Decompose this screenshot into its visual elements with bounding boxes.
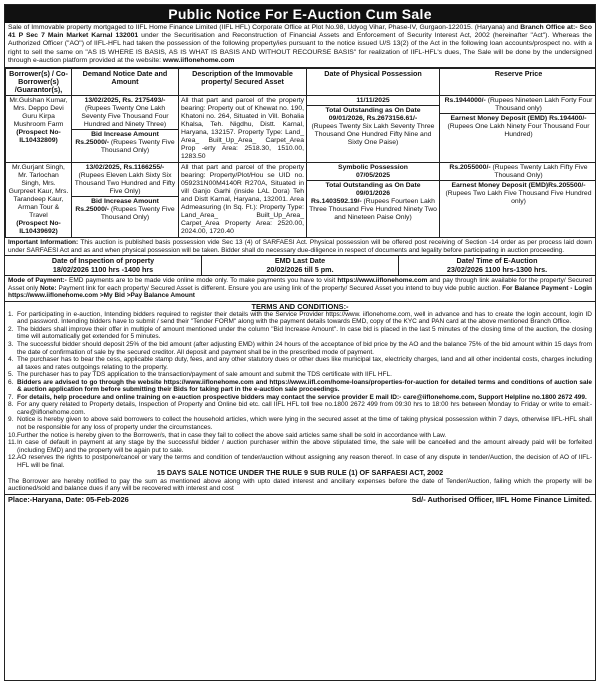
demand-words: (Rupees Eleven Lakh Sixty Six Thousand Two Hundred and Fifty Five Only) bbox=[74, 172, 176, 196]
bid-increase-title: Bid Increase Amount bbox=[72, 129, 178, 139]
important-label: Important Information: bbox=[8, 239, 79, 247]
mode-text-1: EMD payments are to be made vide online mode only. To make payments you have to visit bbox=[66, 277, 338, 285]
signatory: Sd/- Authorised Officer, IIFL Home Finance Limited. bbox=[411, 494, 592, 504]
inspection-label: Date of Inspection of property bbox=[51, 256, 155, 266]
reserve-amount: Rs.1944000/- bbox=[444, 97, 486, 105]
term-number: 8. bbox=[8, 401, 14, 409]
bid-increase-title: Bid Increase Amount bbox=[72, 196, 178, 206]
term-item bbox=[8, 379, 592, 394]
borrower-cell bbox=[6, 163, 72, 238]
emd-last-date-label: EMD Last Date bbox=[274, 256, 326, 266]
emd-last-date-box bbox=[201, 256, 398, 275]
bid-increase-words: (Rupees Twenty Five Thousand Only) bbox=[100, 206, 175, 222]
term-number: 9. bbox=[8, 416, 14, 424]
mode-text-3: Payment link for each property/ Secured Asset is different. Ensure you are using link of the property/ Secured Asset you intend to buy vide public auction. bbox=[56, 284, 503, 292]
terms-list bbox=[5, 311, 595, 469]
term-text: AO reserves the rights to postpone/cancel or vary the terms and condition of tender/auction without assigning any reason thereof. In case of any dispute in tender/Auction, the decision of AO of IIFL-HFL will be final. bbox=[17, 454, 592, 469]
term-text: The successful bidder should deposit 25% of the bid amount (after adjusting EMD) within 24 hours of the acceptance of bid price by the AO and the balance 75% of the bid amount within 15 days from the date of confirmation of sale by the secured creditor. All deposit and payment shall be in the prescribed mode of payment. bbox=[17, 340, 592, 356]
term-number: 2. bbox=[8, 325, 14, 333]
term-text: For any query related to Property details, Inspection of Property and Online bid etc. call IIFL HFL toll free no.1800 2672 499 from 09:30 hrs to 18:00 hrs between Monday to Friday or write to email:- care@iiflonehome.com. bbox=[17, 401, 592, 416]
header-property: Description of the Immovable property/ Secured Asset bbox=[179, 69, 307, 96]
demand-date-amount: 13/02/2025, Rs. 2175493/- bbox=[84, 97, 166, 105]
property-cell: All that part and parcel of the property bearing: Property/Plot/Hou se UID no. 059231N00M4140R R270A, Situated in vill Ganjo Garhi (inside LAL Dora) Teh and Distt Karnal, Haryana, 132001. Area Admeasuring (In Sq. Ft.): Property Type: Land_Area_ Built_Up_Area_ Carpet_Area Property Area: 2520.00, 2024.00, 1720.40 bbox=[179, 163, 307, 238]
term-number: 12. bbox=[8, 454, 18, 462]
term-number: 7. bbox=[8, 393, 14, 401]
term-item bbox=[8, 432, 592, 440]
outstanding-amount: 09/01/2026, Rs.2673156.61/- bbox=[328, 115, 418, 123]
note-label: Note: bbox=[39, 284, 57, 292]
table-row bbox=[6, 163, 597, 238]
possession-date: 11/11/2025 bbox=[356, 97, 390, 105]
term-text: Bidders are advised to go through the website https://www.iiflonehome.com and https://www.iifl.com/home-loans/properties-for-auction for detailed terms and conditions of auction sale & auction application form before submitting their Bids for taking part in the e-auction sale proceedings. bbox=[17, 378, 592, 394]
terms-title: TERMS AND CONDITIONS:- bbox=[251, 301, 349, 311]
term-item bbox=[8, 454, 592, 469]
property-cell: All that part and parcel of the property bearing: Property out of Khewat no. 190, Khatoni no. 264, Situated in Vill. Bohalia Khalsa, Teh. Nigdhu, Distt. Karnal, Haryana, 132157. Property Type: Land_ Area_ Built_Up_Area_ Carpet_Area Prop -erty Area: 2518.30, 1510.00, 1283.50 bbox=[179, 96, 307, 163]
place-date: Place:-Haryana, Date: 05-Feb-2026 bbox=[8, 494, 129, 504]
balance-payment: For Balance Payment - Login https://www.iiflonehome.com >My Bid >Pay Balance Amount bbox=[8, 284, 593, 300]
important-text: This auction is published basis possession vide Sec 13 (4) of SARFAESI Act. Physical possession will be offered post receiving of Section -14 order as per process laid down under SARFAESI Act and as and when physical possession will be taken. Bidder shall do necessary due-diligence in respect of documents and legality before participating in auction proceeding. bbox=[8, 239, 592, 254]
term-item bbox=[8, 401, 592, 416]
possession-type: Symbolic Possession bbox=[338, 164, 408, 172]
auction-time-box bbox=[398, 256, 595, 275]
auction-table bbox=[5, 68, 596, 238]
table-row bbox=[6, 96, 597, 163]
possession-date: 07/05/2025 bbox=[355, 172, 391, 180]
term-number: 1. bbox=[8, 310, 14, 318]
mode-of-payment bbox=[5, 276, 595, 302]
table-header-row bbox=[6, 69, 597, 96]
outstanding-amount: Rs.1403592.19/- bbox=[311, 198, 362, 206]
bid-increase-words: (Rupees Twenty Five Thousand Only) bbox=[100, 139, 175, 155]
outstanding-title: Total Outstanding as On Date bbox=[307, 105, 439, 115]
header-demand: Demand Notice Date and Amount bbox=[72, 69, 179, 96]
emd-words: (Rupees Two Lakh Five Thousand Five Hundred only) bbox=[445, 190, 592, 206]
term-text: For participating in e-auction, Intending bidders required to register their details with the Service Provider https://www. iiflonehome.com, well in advance and has to create the login account, login ID and password. Intending bidders have to submit / send their "Tender FORM" along with the payment details towards EMD, copy of the KYC and PAN card at the above mentioned Branch Office. bbox=[17, 310, 592, 326]
prospect-no: (Prospect No- IL10439692) bbox=[16, 220, 61, 236]
emd-words: (Rupees One Lakh Ninety Four Thousand Four Hundred) bbox=[447, 123, 590, 139]
borrower-names: Mr.Gulshan Kumar, Mrs. Deppo Devi Guru Kirpa Mushroom Farm bbox=[9, 97, 68, 129]
term-item bbox=[8, 416, 592, 431]
term-number: 3. bbox=[8, 340, 14, 348]
reserve-amount: Rs.2055000/- bbox=[449, 164, 491, 172]
inspection-box bbox=[5, 256, 201, 275]
bid-increase-amount: Rs.25000/- bbox=[75, 206, 110, 214]
term-item bbox=[8, 326, 592, 341]
term-item bbox=[8, 341, 592, 356]
intro-paragraph bbox=[5, 23, 595, 68]
term-text: The purchaser has to bear the cess, applicable stamp duty, fees, and any other statutory dues or other dues like municipal tax, electricity charges, land and all other incidental costs, charges including all taxes and rates outgoings relating to the property. bbox=[17, 356, 592, 371]
mode-text-2: and pay through link available for the property/ Secured Asset only bbox=[8, 277, 592, 292]
reserve-words: (Rupees Twenty Lakh Fifty Five Thousand Only) bbox=[490, 164, 588, 180]
website-link[interactable]: www.iiflonehome.com bbox=[162, 56, 235, 64]
demand-cell bbox=[72, 96, 179, 163]
term-item bbox=[8, 394, 592, 402]
schedule-row bbox=[5, 256, 595, 276]
term-text: In case of default in payment at any stage by the successful bidder / auction purchaser within the above stipulated time, the sale will be cancelled and the amount already paid will be forfeited (including EMD) and the property will be again put to sale. bbox=[17, 439, 592, 454]
term-text: Notice is hereby given to above said borrowers to collect the household articles, which were lying in the secured asset at the time of taking physical possession within 7 days, otherwise IIFL-HFL shall not be responsible for any loss of property under the circumstances. bbox=[17, 416, 592, 431]
term-text: The bidders shall improve their offer in multiple of amount mentioned under the column "Bid Increase Amount". In case bid is placed in the last 5 minutes of the closing time of the auction, the closing time will automatically get extended for 5 minutes. bbox=[17, 325, 592, 341]
bid-increase-amount: Rs.25000/- bbox=[75, 139, 110, 147]
demand-words: (Rupees Twenty One Lakh Seventy Five Thousand Four Hundred and Ninety Three) bbox=[81, 105, 169, 129]
term-item bbox=[8, 311, 592, 326]
reserve-cell bbox=[440, 96, 597, 163]
important-information bbox=[5, 238, 595, 256]
term-number: 5. bbox=[8, 371, 14, 379]
prospect-no: (Prospect No- IL10432809) bbox=[16, 129, 61, 145]
term-text: Further the notice is hereby given to the Borrower/s, that in case they fail to collect the above said articles same shall be sold in accordance with Law. bbox=[17, 431, 447, 439]
outstanding-words: (Rupees Fourteen Lakh Three Thousand Five Hundred Ninety Two and Nineteen Paise Only) bbox=[309, 198, 437, 222]
header-possession: Date of Physical Possession bbox=[307, 69, 440, 96]
branch-office: Branch Office at:- Sco 41 P Sec 7 Main Market Karnal 132001 bbox=[8, 24, 592, 40]
inspection-value: 18/02/2026 1100 hrs -1400 hrs bbox=[52, 264, 154, 274]
emd-last-date-value: 20/02/2026 till 5 pm. bbox=[266, 264, 334, 274]
public-notice bbox=[4, 4, 596, 681]
reserve-cell bbox=[440, 163, 597, 238]
emd-title: Earnest Money Deposit (EMD) Rs.194400/- bbox=[440, 113, 596, 123]
term-text: For details, help procedure and online training on e-auction prospective bidders may contact the service provider E mail ID:- care@iiflonehome.com, Support Helpline no.1800 2672 499. bbox=[17, 393, 587, 401]
borrower-cell bbox=[6, 96, 72, 163]
term-text: The purchaser has to pay TDS application to the transaction/payment of sale amount and submit the TDS certificate with IIFL HFL. bbox=[17, 371, 392, 379]
days-notice-title: 15 DAYS SALE NOTICE UNDER THE RULE 9 SUB RULE (1) OF SARFAESI ACT, 2002 bbox=[156, 468, 444, 478]
possession-cell bbox=[307, 163, 440, 238]
term-item bbox=[8, 439, 592, 454]
outstanding-title: Total Outstanding as On Date 09/01/2026 bbox=[307, 180, 439, 198]
term-item bbox=[8, 356, 592, 371]
notice-title: Public Notice For E-Auction Cum Sale bbox=[5, 5, 595, 23]
header-borrower: Borrower(s) / Co-Borrower(s) /Guarantor(s), bbox=[6, 69, 72, 96]
term-item bbox=[8, 371, 592, 379]
auction-time-value: 23/02/2026 1100 hrs-1300 hrs. bbox=[446, 264, 548, 274]
term-number: 10. bbox=[8, 431, 18, 439]
emd-title: Earnest Money Deposit (EMD)Rs.205500/- bbox=[440, 180, 596, 190]
demand-cell bbox=[72, 163, 179, 238]
borrower-names: Mr.Gurjant Singh, Mr. Tarlochan Singh, Mrs. Gurpreet Kaur, Mrs. Tarandeep Kaur, Arman Tour & Travel bbox=[8, 164, 69, 220]
term-number: 6. bbox=[8, 378, 14, 386]
payment-link[interactable]: https://www.iiflonehome.com bbox=[337, 277, 428, 285]
header-reserve: Reserve Price bbox=[440, 69, 597, 96]
outstanding-words: (Rupees Twenty Six Lakh Seventy Three Thousand One Hundred Fifty Nine and Sixty One Paise) bbox=[311, 123, 435, 147]
auction-time-label: Date/ Time of E-Auction bbox=[456, 256, 538, 266]
intro-text-2: under the Securitisation and Reconstruction of Financial Assets and Enforcement of Security Interest Act, 2002 (hereinafter "Act"). Whereas the Authorized Officer ("AO") of IIFL-HFL had taken the possession of the following property/ies pursuant to the notice issued U/S 13(2) of the Act in the following loan accounts/prospect no. with a right to sell the same on "AS IS WHERE IS BASIS, AS IS WHAT IS BASIS AND WITHOUT RECOURSE BASIS" for realization of IIFL-HFL's dues, The Sale will be done by the undersigned through e-auction platform provided at the website: bbox=[8, 32, 592, 64]
mode-label: Mode of Payment:- bbox=[8, 277, 67, 285]
days-notice-text: The Borrower are hereby notified to pay the sum as mentioned above along with upto dated interest and ancillary expenses before the date of Tender/Auction, failing which the property will be auctioned/sold and balance dues if any will be recovered with interest and cost bbox=[5, 478, 595, 495]
intro-text-1: Sale of Immovable property mortgaged to IIFL Home Finance Limited (IIFL HFL) Corporate Office at Plot No.98, Udyog Vihar, Phase-IV, Gurgaon-122015. (Haryana) and bbox=[8, 24, 521, 31]
reserve-words: (Rupees Nineteen Lakh Forty Four Thousand only) bbox=[485, 97, 593, 113]
term-number: 4. bbox=[8, 356, 14, 364]
term-number: 11. bbox=[8, 439, 17, 447]
footer bbox=[5, 495, 595, 505]
possession-cell bbox=[307, 96, 440, 163]
demand-date-amount: 13/02/2025, Rs.1166255/- bbox=[85, 164, 165, 172]
